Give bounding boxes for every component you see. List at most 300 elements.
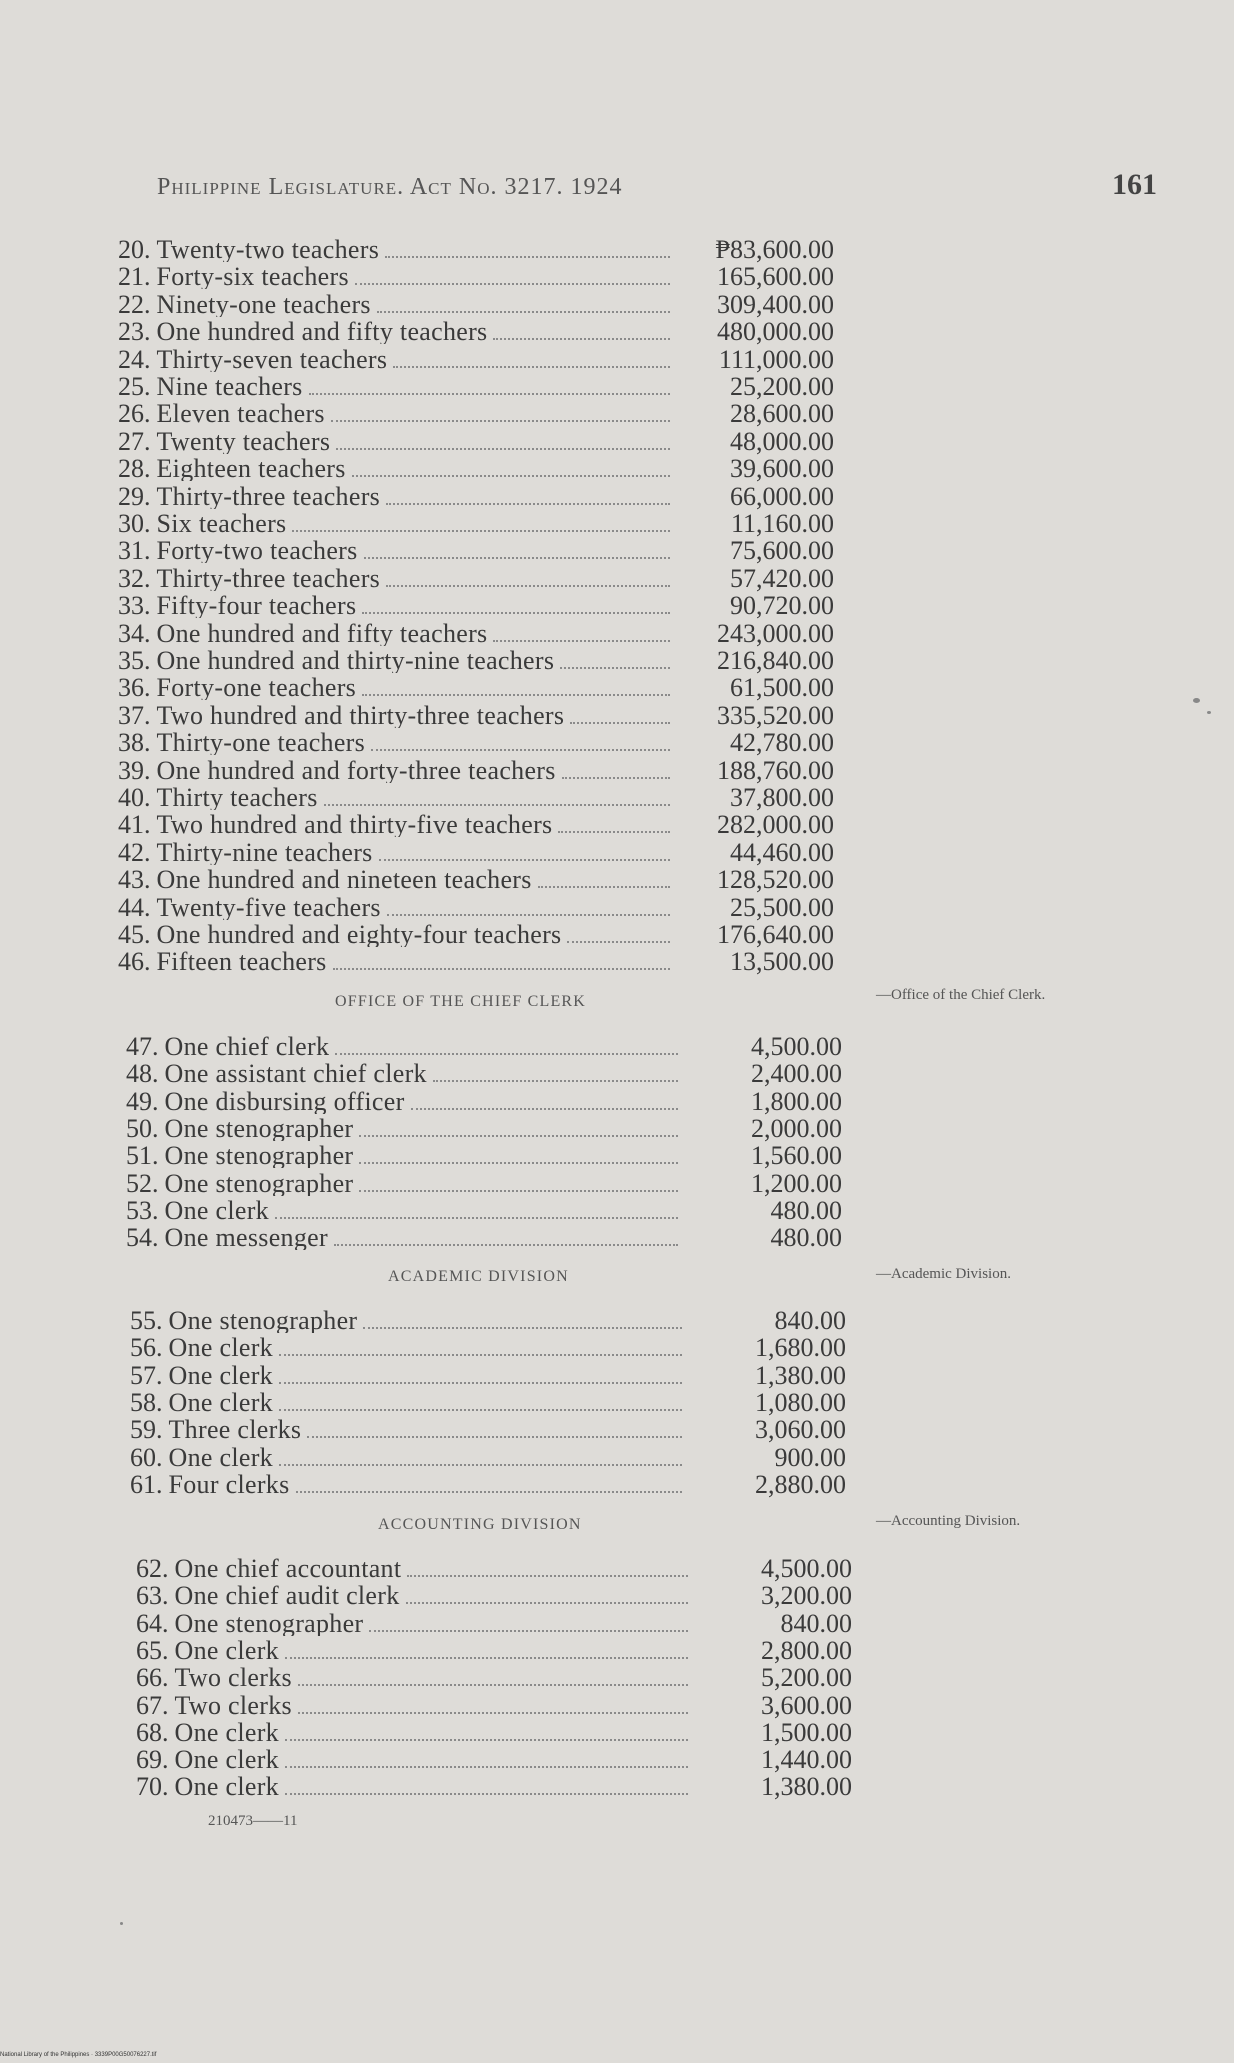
dot-leader [334,1244,678,1246]
line-item [118,920,834,947]
dot-leader [279,1382,682,1384]
line-item-label [130,1388,686,1415]
line-item [136,1745,852,1775]
dot-leader [538,886,670,888]
dot-leader [336,448,670,450]
item-number: 63. [136,1581,169,1609]
line-item-label [130,1333,686,1360]
line-item [136,1609,852,1636]
item-amount: 111,000.00 [718,344,834,374]
item-description: One messenger [164,1223,328,1251]
line-item-label [136,1772,692,1799]
margin-note-academic: —Academic Division. [876,1266,1011,1282]
line-item-label [118,619,674,646]
item-description: Twenty-two teachers [156,235,380,262]
item-number: 46. [118,947,151,975]
dot-leader [570,722,670,724]
line-item-label [130,1306,686,1333]
scan-speck [1193,698,1200,703]
item-number: 57. [130,1360,163,1388]
item-amount: 3,600.00 [761,1690,852,1720]
dot-leader [379,859,670,861]
line-item-label [126,1059,682,1086]
item-number: 45. [118,920,151,947]
line-item [118,564,834,591]
dot-leader [285,1766,688,1768]
line-item-label [136,1609,692,1636]
dot-leader [406,1602,688,1604]
dot-leader [411,1108,678,1110]
line-item [126,1169,842,1196]
line-item-label [136,1554,692,1581]
item-number: 34. [118,618,151,646]
item-amount: 480,000.00 [717,317,834,347]
line-item [118,701,834,728]
item-amount: 39,600.00 [730,454,834,484]
running-head: Philippine Legislature. Act No. 3217. 1924 [157,174,623,200]
item-number: 31. [118,536,151,564]
item-amount: 11,160.00 [730,509,834,538]
line-item [136,1772,852,1802]
item-amount: 13,500.00 [730,947,834,977]
item-number: 33. [118,591,151,619]
item-amount: 840.00 [780,1608,852,1638]
line-item-label [126,1032,682,1059]
line-item-label [118,893,674,920]
item-amount: 1,380.00 [761,1772,852,1802]
item-number: 38. [118,728,151,756]
item-description: Ninety-one teachers [156,289,371,317]
line-item-label [126,1169,682,1196]
item-number: 35. [118,646,151,673]
item-description: One clerk [168,1333,273,1361]
line-item [118,673,834,703]
item-amount: 5,200.00 [761,1663,852,1693]
line-item-label [136,1745,692,1772]
line-item-label [118,235,674,262]
dot-leader [493,338,670,340]
item-number: 68. [136,1717,169,1745]
line-item [136,1718,852,1745]
item-description: Thirty teachers [156,783,318,810]
line-item [118,509,834,536]
item-amount: 1,560.00 [751,1141,842,1171]
line-item-label [118,920,674,947]
dot-leader [352,475,670,477]
line-item-label [118,865,674,892]
line-item-label [118,947,674,974]
item-amount: ₱83,600.00 [715,235,834,264]
item-description: One stenographer [168,1306,358,1333]
dot-leader [331,420,670,422]
item-number: 20. [118,235,151,262]
item-number: 37. [118,700,151,728]
item-description: Fifty-four teachers [156,591,357,619]
item-amount: 2,000.00 [751,1113,842,1143]
item-description: One hundred and fifty teachers [156,618,488,646]
item-description: One clerk [164,1195,269,1223]
item-description: Twenty-five teachers [156,892,381,920]
dot-leader [307,1436,682,1438]
item-number: 30. [118,509,151,536]
dot-leader [335,1053,678,1055]
dot-leader [558,831,670,833]
item-description: Forty-two teachers [156,536,358,564]
item-number: 67. [136,1690,169,1718]
line-item-label [136,1663,692,1690]
item-number: 55. [130,1306,163,1333]
item-amount: 282,000.00 [717,810,834,840]
item-amount: 57,420.00 [730,563,834,593]
line-item [126,1223,842,1253]
line-item-label [130,1470,686,1497]
item-amount: 44,460.00 [730,837,834,867]
dot-leader [296,1491,683,1493]
dot-leader [562,777,670,779]
item-number: 59. [130,1415,163,1443]
dot-leader [387,914,670,916]
line-item-label [118,673,674,700]
item-amount: 1,440.00 [761,1745,852,1775]
item-amount: 25,200.00 [730,372,834,401]
line-item [118,865,834,895]
item-amount: 480.00 [770,1223,842,1253]
item-amount: 48,000.00 [730,426,834,456]
line-item [118,536,834,566]
dot-leader [407,1575,688,1577]
line-item [118,619,834,646]
item-amount: 1,680.00 [755,1333,846,1363]
dot-leader [369,1630,688,1632]
line-item-label [130,1415,686,1442]
item-description: Thirty-three teachers [156,481,381,509]
item-description: One clerk [174,1635,279,1663]
section-heading-academic: ACADEMIC DIVISION [388,1268,569,1285]
dot-leader [285,1739,688,1741]
item-description: One hundred and forty-three teachers [156,755,556,783]
item-number: 44. [118,892,151,920]
line-item [118,756,834,783]
item-description: One clerk [174,1717,279,1745]
item-amount: 25,500.00 [730,892,834,922]
item-number: 50. [126,1113,159,1141]
item-description: One stenographer [164,1113,354,1141]
item-number: 22. [118,289,151,317]
item-description: One hundred and nineteen teachers [156,865,532,893]
item-number: 26. [118,399,151,427]
dot-leader [386,503,670,505]
line-item [130,1415,846,1445]
item-amount: 4,500.00 [751,1032,842,1061]
item-description: One clerk [174,1745,279,1773]
item-description: One hundred and eighty-four teachers [156,920,562,947]
dot-leader [362,612,670,614]
page-header [157,168,1157,208]
line-item [126,1141,842,1171]
item-amount: 90,720.00 [730,591,834,621]
item-description: Two hundred and thirty-five teachers [156,810,553,838]
line-item [126,1059,842,1089]
line-item [118,454,834,484]
item-number: 52. [126,1168,159,1196]
line-item-label [118,317,674,344]
item-description: Fifteen teachers [156,947,327,975]
scan-credit: National Library of the Philippines · 3339P00G50076227.tif [0,2052,157,2058]
line-item [126,1032,842,1059]
scan-speck [120,1922,123,1925]
item-amount: 1,080.00 [755,1387,846,1417]
item-description: One clerk [174,1772,279,1800]
dot-leader [279,1464,682,1466]
item-amount: 165,600.00 [717,262,834,292]
line-item-label [136,1636,692,1663]
line-item [118,427,834,454]
item-number: 65. [136,1635,169,1663]
item-number: 36. [118,673,151,701]
item-description: Four clerks [168,1469,290,1497]
item-description: One hundred and fifty teachers [156,317,488,345]
item-amount: 2,800.00 [761,1635,852,1665]
item-number: 47. [126,1032,159,1059]
margin-note-chief-clerk: —Office of the Chief Clerk. [876,987,1046,1003]
item-number: 23. [118,317,151,345]
line-item [130,1443,846,1470]
item-amount: 243,000.00 [717,618,834,648]
item-number: 25. [118,372,151,399]
line-item-label [118,783,674,810]
item-amount: 75,600.00 [730,536,834,566]
line-item [130,1388,846,1415]
item-amount: 3,200.00 [761,1581,852,1611]
line-item [126,1196,842,1223]
item-description: Eleven teachers [156,399,325,427]
item-description: One chief clerk [164,1032,330,1059]
item-description: Six teachers [156,509,287,536]
item-amount: 3,060.00 [755,1415,846,1445]
item-amount: 900.00 [774,1442,846,1472]
item-amount: 480.00 [770,1195,842,1225]
line-item [118,399,834,429]
item-description: Twenty teachers [156,426,331,454]
item-description: One hundred and thirty-nine teachers [156,646,555,673]
line-item-label [126,1087,682,1114]
dot-leader [560,667,670,669]
dot-leader [377,311,670,313]
item-number: 60. [130,1442,163,1470]
line-item [136,1663,852,1693]
item-description: One chief accountant [174,1554,402,1581]
line-item [136,1554,852,1581]
item-amount: 61,500.00 [730,673,834,703]
line-item-label [118,454,674,481]
dot-leader [359,1162,678,1164]
line-item [118,482,834,509]
item-number: 56. [130,1333,163,1361]
item-amount: 216,840.00 [717,646,834,675]
item-number: 39. [118,755,151,783]
line-item [136,1581,852,1611]
line-item [118,646,834,673]
item-number: 69. [136,1745,169,1773]
line-item-label [118,482,674,509]
line-item [118,893,834,920]
item-amount: 66,000.00 [730,481,834,511]
dot-leader [567,941,670,943]
item-description: Thirty-nine teachers [156,837,373,865]
item-amount: 128,520.00 [717,865,834,895]
line-item-label [136,1691,692,1718]
line-item [130,1361,846,1388]
dot-leader [359,1135,678,1137]
line-item-label [118,838,674,865]
line-item-label [118,372,674,399]
line-item [118,810,834,840]
item-description: Forty-one teachers [156,673,357,701]
item-description: One assistant chief clerk [164,1059,427,1087]
line-item-label [118,646,674,673]
line-item [118,947,834,977]
page-number: 161 [1112,168,1157,201]
item-description: One clerk [168,1387,273,1415]
item-number: 29. [118,481,151,509]
line-item-label [126,1223,682,1250]
item-description: Forty-six teachers [156,262,349,290]
line-item [118,290,834,317]
scan-speck [1207,711,1211,714]
item-number: 41. [118,810,151,838]
dot-leader [362,694,670,696]
line-item [118,372,834,399]
dot-leader [275,1217,678,1219]
line-item [118,262,834,292]
item-description: Thirty-seven teachers [156,344,388,372]
line-item-label [118,399,674,426]
item-number: 66. [136,1663,169,1691]
line-item-label [136,1581,692,1608]
item-amount: 309,400.00 [717,289,834,319]
item-amount: 1,200.00 [751,1168,842,1198]
line-item-label [118,345,674,372]
item-number: 48. [126,1059,159,1087]
item-number: 54. [126,1223,159,1251]
item-description: Nine teachers [156,372,303,399]
item-description: One clerk [168,1442,273,1470]
item-number: 64. [136,1608,169,1636]
line-item-label [118,427,674,454]
item-amount: 37,800.00 [730,783,834,812]
line-item-label [118,536,674,563]
line-item-label [126,1196,682,1223]
dot-leader [371,749,670,751]
item-number: 43. [118,865,151,893]
item-description: Eighteen teachers [156,454,346,482]
dot-leader [493,640,670,642]
dot-leader [298,1684,688,1686]
signature-mark: 210473——11 [208,1813,298,1829]
line-item [126,1114,842,1141]
dot-leader [292,530,670,532]
line-item-label [126,1114,682,1141]
item-number: 28. [118,454,151,482]
item-description: One stenographer [174,1608,364,1636]
item-amount: 1,500.00 [761,1717,852,1747]
line-item [118,728,834,758]
line-item [130,1470,846,1497]
item-number: 53. [126,1195,159,1223]
item-number: 49. [126,1086,159,1114]
dot-leader [285,1657,688,1659]
dot-leader [279,1354,682,1356]
section-heading-chief-clerk: OFFICE OF THE CHIEF CLERK [335,993,587,1010]
line-item-label [130,1443,686,1470]
line-item-label [136,1718,692,1745]
item-amount: 42,780.00 [730,728,834,758]
dot-leader [433,1080,678,1082]
item-number: 42. [118,837,151,865]
line-item-label [118,564,674,591]
item-description: Thirty-three teachers [156,563,381,591]
item-description: Two clerks [174,1690,292,1718]
dot-leader [385,256,670,258]
line-item [118,838,834,865]
item-number: 70. [136,1772,169,1800]
line-item [118,235,834,262]
dot-leader [298,1712,688,1714]
item-number: 40. [118,783,151,810]
item-number: 27. [118,426,151,454]
item-description: One stenographer [164,1141,354,1169]
dot-leader [386,585,670,587]
line-item [118,345,834,372]
section-heading-accounting: ACCOUNTING DIVISION [378,1516,582,1533]
dot-leader [355,283,670,285]
dot-leader [285,1793,688,1795]
margin-note-accounting: —Accounting Division. [876,1513,1021,1529]
line-item-label [118,509,674,536]
line-item [118,591,834,621]
line-item [136,1636,852,1663]
line-item-label [118,591,674,618]
dot-leader [364,557,670,559]
item-description: Two hundred and thirty-three teachers [156,700,565,728]
dot-leader [333,968,670,970]
line-item [126,1087,842,1114]
item-amount: 335,520.00 [717,700,834,730]
item-number: 21. [118,262,151,290]
line-item-label [118,262,674,289]
line-item-label [118,290,674,317]
dot-leader [309,393,670,395]
dot-leader [279,1409,682,1411]
item-description: One chief audit clerk [174,1581,400,1609]
item-amount: 4,500.00 [761,1554,852,1583]
item-description: One stenographer [164,1168,354,1196]
dot-leader [393,366,670,368]
line-item-label [126,1141,682,1168]
line-item [136,1691,852,1718]
item-number: 24. [118,344,151,372]
item-description: Three clerks [168,1415,302,1443]
line-item-label [118,810,674,837]
item-amount: 28,600.00 [730,399,834,429]
item-description: One clerk [168,1360,273,1388]
line-item [130,1306,846,1333]
item-number: 32. [118,563,151,591]
line-item-label [118,756,674,783]
item-number: 58. [130,1387,163,1415]
item-number: 51. [126,1141,159,1169]
item-amount: 1,800.00 [751,1086,842,1116]
